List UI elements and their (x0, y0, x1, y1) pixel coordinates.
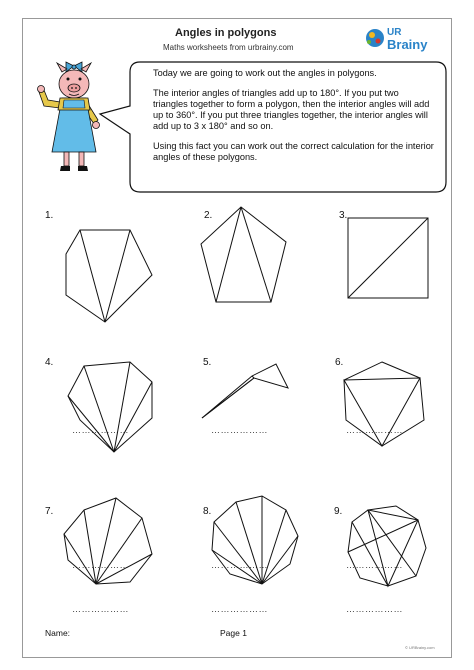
problem-6-hexagon-shape (340, 358, 440, 458)
problem-1-number: 1. (45, 210, 54, 221)
problem-1-answer-line[interactable]: ……………… (72, 425, 129, 435)
copyright-text: © URBrainy.com (405, 645, 435, 650)
problem-9-number: 9. (334, 506, 343, 517)
name-label: Name: (45, 628, 71, 638)
intro-paragraph-3: Using this fact you can work out the correct calculation for the interior angles of these polygons. (153, 141, 434, 162)
problem-2-number: 2. (204, 210, 213, 221)
intro-paragraph-2: The interior angles of triangles add up to 180°. If you put two triangles together to form a polygon, then the interior angles will add up to 360°. If you put three triangles together, the interior angles will add up to 3 x 180° and so on. (153, 88, 430, 131)
problem-3-answer-line[interactable]: ……………… (346, 425, 403, 435)
problem-3-square-shape (345, 212, 435, 302)
logo-text-top: UR (387, 27, 402, 38)
problem-7-number: 7. (45, 506, 54, 517)
problem-6-number: 6. (335, 357, 344, 368)
problem-2-answer-line[interactable]: ……………… (211, 425, 268, 435)
problem-4-heptagon-shape (62, 358, 162, 458)
problem-5-answer-line[interactable]: ……………… (211, 560, 268, 570)
intro-paragraph-1: Today we are going to work out the angles in polygons. (153, 68, 377, 78)
logo-text-bottom: Brainy (387, 37, 428, 52)
page-title: Angles in polygons (175, 27, 277, 39)
problem-9-octagon-shape (338, 500, 438, 600)
problem-7-octagon-shape (58, 492, 158, 592)
problem-9-answer-line[interactable]: ……………… (346, 604, 403, 614)
problem-3-number: 3. (339, 210, 348, 221)
problem-5-quadrilateral-shape (196, 362, 296, 432)
problem-1-hexagon-shape (60, 220, 160, 330)
problem-5-number: 5. (203, 357, 212, 368)
problem-4-answer-line[interactable]: ……………… (72, 560, 129, 570)
problem-4-number: 4. (45, 357, 54, 368)
problem-7-answer-line[interactable]: ……………… (72, 604, 129, 614)
problem-8-answer-line[interactable]: ……………… (211, 604, 268, 614)
problem-8-number: 8. (203, 506, 212, 517)
problem-2-pentagon-shape (196, 202, 296, 312)
intro-text (153, 68, 435, 172)
urbrainy-logo (363, 20, 445, 56)
problem-6-answer-line[interactable]: ……………… (346, 560, 403, 570)
problem-8-nonagon-shape (206, 492, 306, 592)
page-number: Page 1 (220, 628, 247, 638)
page-subtitle: Maths worksheets from urbrainy.com (163, 43, 294, 52)
